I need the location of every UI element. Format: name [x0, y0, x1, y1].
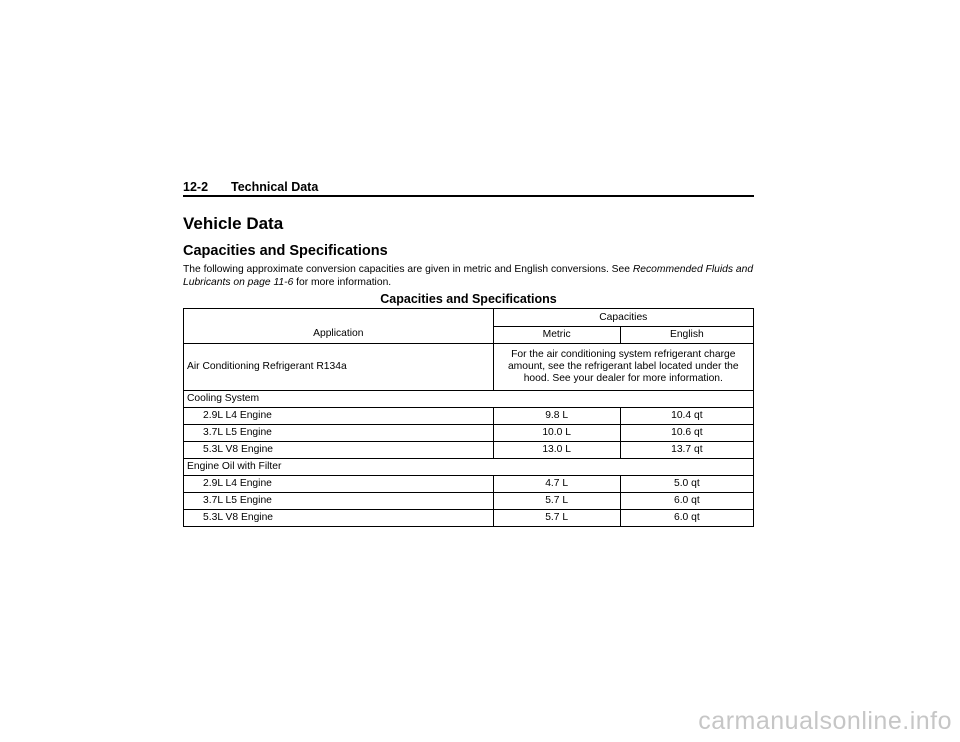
table-row — [184, 408, 754, 425]
table-group-row — [184, 459, 754, 476]
engine-cell: 5.3L V8 Engine — [184, 510, 494, 527]
watermark: carmanualsonline.info — [698, 707, 952, 735]
english-cell: 5.0 qt — [620, 476, 753, 493]
engine-cell: 2.9L L4 Engine — [184, 476, 494, 493]
english-cell: 13.7 qt — [620, 442, 753, 459]
table-row — [184, 493, 754, 510]
engine-cell: 3.7L L5 Engine — [184, 493, 494, 510]
table-row — [184, 425, 754, 442]
table-groups — [184, 391, 754, 527]
group-name-cell: Engine Oil with Filter — [184, 459, 754, 476]
table-row — [184, 476, 754, 493]
column-header-english: English — [620, 327, 753, 344]
table-caption: Capacities and Specifications — [380, 292, 557, 306]
page-number: 12-2 — [183, 180, 209, 194]
metric-cell: 5.7 L — [493, 493, 620, 510]
column-header-metric: Metric — [493, 327, 620, 344]
table-header-row — [184, 309, 754, 327]
ac-application-cell: Air Conditioning Refrigerant R134a — [184, 344, 494, 391]
metric-cell: 5.7 L — [493, 510, 620, 527]
table-row — [184, 510, 754, 527]
english-cell: 6.0 qt — [620, 510, 753, 527]
cross-reference-link[interactable]: Recommended Fluids and Lubricants on page 11-6 — [183, 264, 754, 288]
intro-text-after: for more information. — [293, 277, 392, 288]
engine-cell: 5.3L V8 Engine — [184, 442, 494, 459]
column-header-application: Application — [184, 309, 494, 344]
english-cell: 10.6 qt — [620, 425, 753, 442]
table-row — [184, 442, 754, 459]
column-header-capacities: Capacities — [493, 309, 753, 327]
section-title: Technical Data — [231, 180, 319, 194]
intro-text-before: The following approximate conversion capacities are given in metric and English conversions. See — [183, 264, 633, 275]
metric-cell: 10.0 L — [493, 425, 620, 442]
table-group-row — [184, 391, 754, 408]
engine-cell: 2.9L L4 Engine — [184, 408, 494, 425]
group-name-cell: Cooling System — [184, 391, 754, 408]
engine-cell: 3.7L L5 Engine — [184, 425, 494, 442]
english-cell: 6.0 qt — [620, 493, 753, 510]
capacities-table — [183, 308, 754, 527]
page-header — [183, 180, 754, 197]
section-subtitle: Capacities and Specifications — [183, 243, 388, 259]
metric-cell: 9.8 L — [493, 408, 620, 425]
ac-note-cell: For the air conditioning system refrigerant charge amount, see the refrigerant label located under the hood. See your dealer for more information. — [493, 344, 753, 391]
intro-paragraph — [183, 263, 754, 289]
metric-cell: 4.7 L — [493, 476, 620, 493]
table-row-ac-refrigerant — [184, 344, 754, 391]
metric-cell: 13.0 L — [493, 442, 620, 459]
english-cell: 10.4 qt — [620, 408, 753, 425]
page-title: Vehicle Data — [183, 214, 284, 233]
